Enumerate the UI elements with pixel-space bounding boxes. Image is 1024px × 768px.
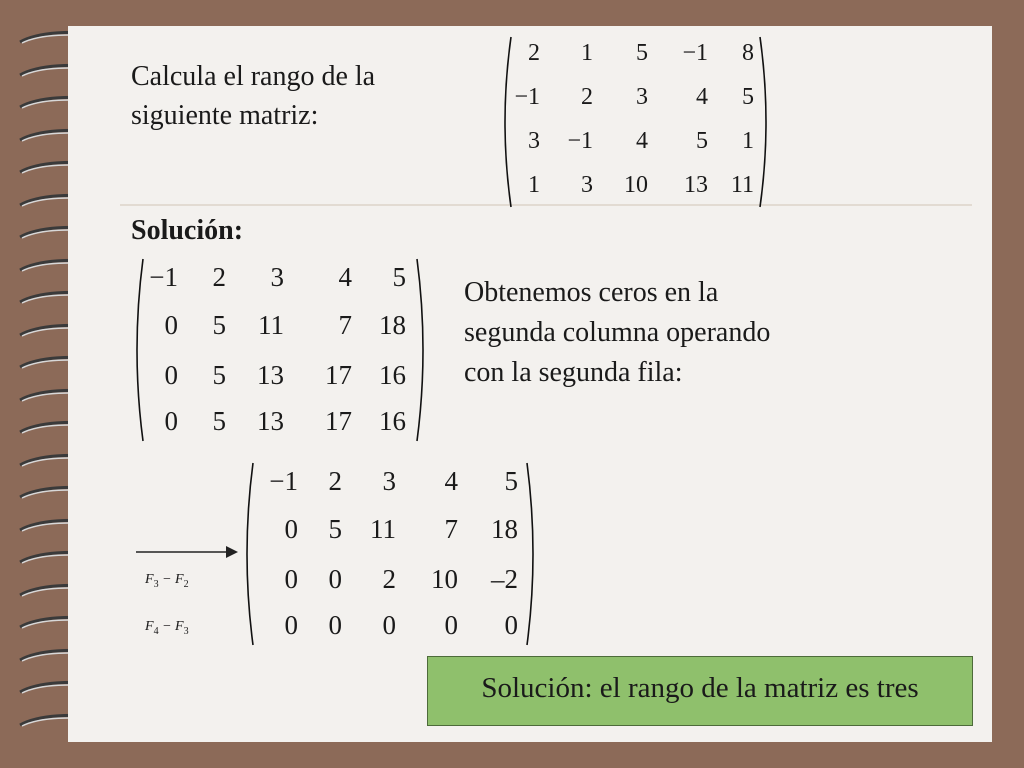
- row-op-f3-f2: $F_3 - F_2$: [145, 572, 189, 590]
- matrix-cell: 18: [491, 514, 518, 544]
- matrix-cell: −1: [567, 128, 593, 154]
- result-text: Solución: el rango de la matriz es tres: [481, 672, 919, 704]
- matrix-cell: 10: [431, 564, 458, 594]
- matrix-cell: 1: [581, 40, 593, 66]
- matrix-cell: 0: [444, 610, 458, 640]
- explanation-line-1: Obtenemos ceros en la: [464, 277, 719, 308]
- matrix-cell: 2: [382, 564, 396, 594]
- matrix-cell: 0: [284, 610, 298, 640]
- arrow-right-icon: [136, 543, 240, 561]
- matrix-cell: 0: [284, 564, 298, 594]
- solution-heading: Solución:: [131, 215, 244, 246]
- matrix-cell: 5: [392, 262, 406, 292]
- matrix-bracket-right: [526, 462, 540, 646]
- matrix-cell: 5: [212, 310, 226, 340]
- matrix-cell: 1: [742, 128, 754, 154]
- result-box: [427, 656, 973, 726]
- matrix-cell: 0: [164, 406, 178, 436]
- matrix-cell: 1: [528, 172, 540, 198]
- matrix-cell: −1: [149, 262, 178, 292]
- matrix-bracket-right: [416, 258, 430, 442]
- matrix-cell: 18: [379, 310, 406, 340]
- matrix-cell: 2: [528, 40, 540, 66]
- matrix-cell: 7: [338, 310, 352, 340]
- matrix-cell: 5: [696, 128, 708, 154]
- matrix-cell: 4: [444, 466, 458, 496]
- matrix-cell: 17: [325, 406, 352, 436]
- matrix-step2: [240, 462, 540, 646]
- matrix-cell: 2: [581, 84, 593, 110]
- matrix-cell: 5: [328, 514, 342, 544]
- matrix-step1: [130, 258, 430, 442]
- matrix-cell: 11: [258, 310, 284, 340]
- matrix-cell: 11: [370, 514, 396, 544]
- prompt-line-1: Calcula el rango de la: [131, 61, 376, 92]
- prompt-line-2: siguiente matriz:: [131, 100, 319, 131]
- matrix-cell: 4: [636, 128, 648, 154]
- matrix-cell: 0: [328, 564, 342, 594]
- matrix-cell: 0: [382, 610, 396, 640]
- matrix-cell: 5: [504, 466, 518, 496]
- matrix-cell: 13: [684, 172, 708, 198]
- matrix-cell: 11: [730, 172, 754, 198]
- matrix-cell: 17: [325, 360, 352, 390]
- matrix-cell: 3: [270, 262, 284, 292]
- matrix-cell: 4: [338, 262, 352, 292]
- matrix-cell: 3: [382, 466, 396, 496]
- matrix-cell: 0: [164, 360, 178, 390]
- matrix-cell: 16: [379, 406, 406, 436]
- matrix-cell: −1: [514, 84, 540, 110]
- matrix-cell: 16: [379, 360, 406, 390]
- matrix-cell: 13: [257, 406, 284, 436]
- matrix-cell: 5: [742, 84, 754, 110]
- matrix-cell: 3: [581, 172, 593, 198]
- explanation-line-3: con la segunda fila:: [464, 357, 683, 388]
- matrix-cell: –2: [491, 564, 518, 594]
- matrix-cell: 5: [636, 40, 648, 66]
- matrix-cell: 0: [164, 310, 178, 340]
- matrix-cell: 0: [328, 610, 342, 640]
- matrix-cell: 3: [528, 128, 540, 154]
- explanation-line-2: segunda columna operando: [464, 317, 771, 348]
- matrix-cell: 7: [444, 514, 458, 544]
- matrix-cell: 0: [284, 514, 298, 544]
- matrix-bracket-right: [759, 36, 773, 208]
- row-op-f4-f3: $F_4 - F_3$: [145, 619, 189, 637]
- matrix-cell: −1: [682, 40, 708, 66]
- matrix-cell: 4: [696, 84, 708, 110]
- matrix-cell: 13: [257, 360, 284, 390]
- matrix-cell: 2: [328, 466, 342, 496]
- matrix-cell: 0: [504, 610, 518, 640]
- matrix-cell: −1: [269, 466, 298, 496]
- matrix-cell: 5: [212, 360, 226, 390]
- matrix-cell: 3: [636, 84, 648, 110]
- matrix-cell: 8: [742, 40, 754, 66]
- matrix-cell: 5: [212, 406, 226, 436]
- matrix-cell: 10: [624, 172, 648, 198]
- matrix-original: [498, 36, 773, 208]
- matrix-cell: 2: [212, 262, 226, 292]
